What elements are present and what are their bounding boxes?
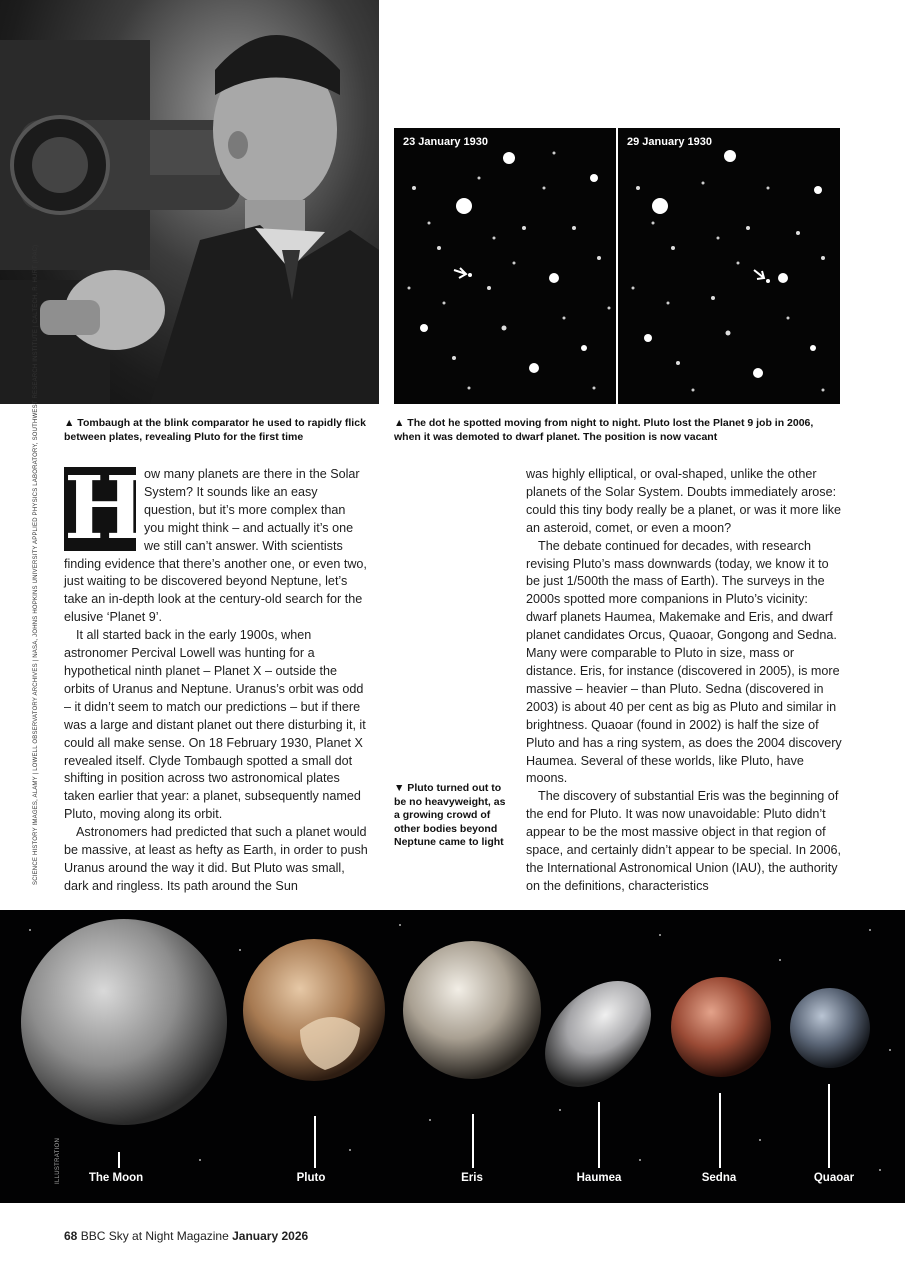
illustration-credit: ILLUSTRATION <box>55 1137 61 1184</box>
plate-date-label: 23 January 1930 <box>403 136 489 148</box>
article-column-right <box>526 466 842 896</box>
sedna-body <box>671 977 771 1077</box>
starfield <box>618 128 840 404</box>
plate-23-january <box>394 128 616 404</box>
plate-date-label: 29 January 1930 <box>627 136 713 148</box>
issue-date: January 2026 <box>232 1229 309 1243</box>
article-paragraph: H ow many planets are there in the Solar System? It sounds like an easy question, but it’s more complex than you might think – and actually it’s one we still can’t answer. With scientists finding evidence that there’s another one, or even two, just waiting to be discovered beyond Neptune, let’s take an in-depth look at the century-old search for the elusive ‘Planet 9’. <box>64 458 367 625</box>
page-footer <box>64 1229 308 1243</box>
image-credits: SCIENCE HISTORY IMAGES, ALAMY | LOWELL OBSERVATORY ARCHIVES | NASA, JOHNS HOPKINS UNIVERSITY APPLIED PHYSICS LABORATORY, SOUTHWEST RESEARCH INSTITUTE | CALTECH, R. HURT (IPAC) <box>33 244 39 885</box>
planets-caption: ▼ Pluto turned out to be no heavyweight, as a growing crowd of other bodies beyond Neptune came to light <box>394 782 506 849</box>
eris-body <box>403 941 541 1079</box>
article-column-left <box>64 458 369 896</box>
label-line <box>472 1114 474 1168</box>
moon-body <box>21 919 227 1125</box>
plates-caption: ▲ The dot he spotted moving from night to night. Pluto lost the Planet 9 job in 2006, when it was demoted to dwarf planet. The position is now vacant <box>394 417 814 443</box>
label-the-moon: The Moon <box>88 1172 144 1184</box>
article-paragraph: was highly elliptical, or oval-shaped, unlike the other planets of the Solar System. Doubts immediately arose: could this tiny body really be a planet, or was it more like an asteroid, comet, or even a moon? <box>526 467 841 535</box>
label-line <box>118 1152 120 1168</box>
label-line <box>598 1102 600 1168</box>
article-paragraph: The discovery of substantial Eris was the beginning of the end for Pluto. It was now unavoidable: Pluto didn’t appear to be the most massive object in that region of space, and certainly didn’t appear to be special. In 2006, the International Astronomical Union (IAU), the authority on the definitions, characteristics <box>526 789 842 893</box>
planet-comparison-illustration <box>0 910 905 1203</box>
article-paragraph: The debate continued for decades, with research revising Pluto’s mass downwards (today, we know it to be just 1/500th the mass of Earth). The surveys in the 2000s spotted more companions in Pluto’s vicinity: dwarf planets Haumea, Makemake and Eris, and dwarf planet candidates Orcus, Quaoar, Gongong and Sedna. Many were comparable to Pluto in size, mass or distance. Eris, for instance (discovered in 2005), is more massive – heavier – than Pluto. Sedna (discovered in 2003) is about 40 per cent as big as Pluto and similar in brightness. Quaoar (found in 2002) is half the size of Pluto and has a ring system, as does the 2004 discovery Haumea. Several of these worlds, like Pluto, have moons. <box>526 538 842 786</box>
label-sedna: Sedna <box>701 1172 737 1184</box>
label-eris: Eris <box>461 1172 483 1184</box>
haumea-body <box>524 960 671 1107</box>
starfield <box>394 128 616 404</box>
page-number: 68 <box>64 1229 78 1243</box>
article-paragraph: It all started back in the early 1900s, when astronomer Percival Lowell was hunting for a hypothetical ninth planet – Planet X – outside the orbits of Uranus and Neptune. Uranus’s orbit was odd – it didn’t seem to match our predictions – but if there was a large and distant planet out there disturbing it, it could all make sense. On 18 February 1930, Planet X revealed itself. Clyde Tombaugh spotted a small dot shifting in position across two astronomical plates taken earlier that year: a planet, subsequently named Pluto, moving along its orbit. <box>64 628 366 822</box>
drop-cap: H <box>64 458 146 559</box>
label-line <box>828 1084 830 1168</box>
magazine-name: BBC Sky at Night Magazine <box>80 1229 229 1243</box>
tombaugh-photo <box>0 0 379 404</box>
plate-29-january <box>618 128 840 404</box>
label-line <box>719 1093 721 1168</box>
label-pluto: Pluto <box>296 1172 326 1184</box>
label-line <box>314 1116 316 1168</box>
discovery-plates <box>394 128 840 404</box>
label-haumea: Haumea <box>576 1172 622 1184</box>
article-paragraph: Astronomers had predicted that such a planet would be massive, at least as hefty as Earth, in order to push Uranus around the way it did. But Pluto was small, dark and ringless. Its path around the Sun <box>64 825 368 893</box>
label-quaoar: Quaoar <box>813 1172 855 1184</box>
quaoar-body <box>790 988 870 1068</box>
photo-caption: ▲ Tombaugh at the blink comparator he used to rapidly flick between plates, revealing Pluto for the first time <box>64 417 366 443</box>
